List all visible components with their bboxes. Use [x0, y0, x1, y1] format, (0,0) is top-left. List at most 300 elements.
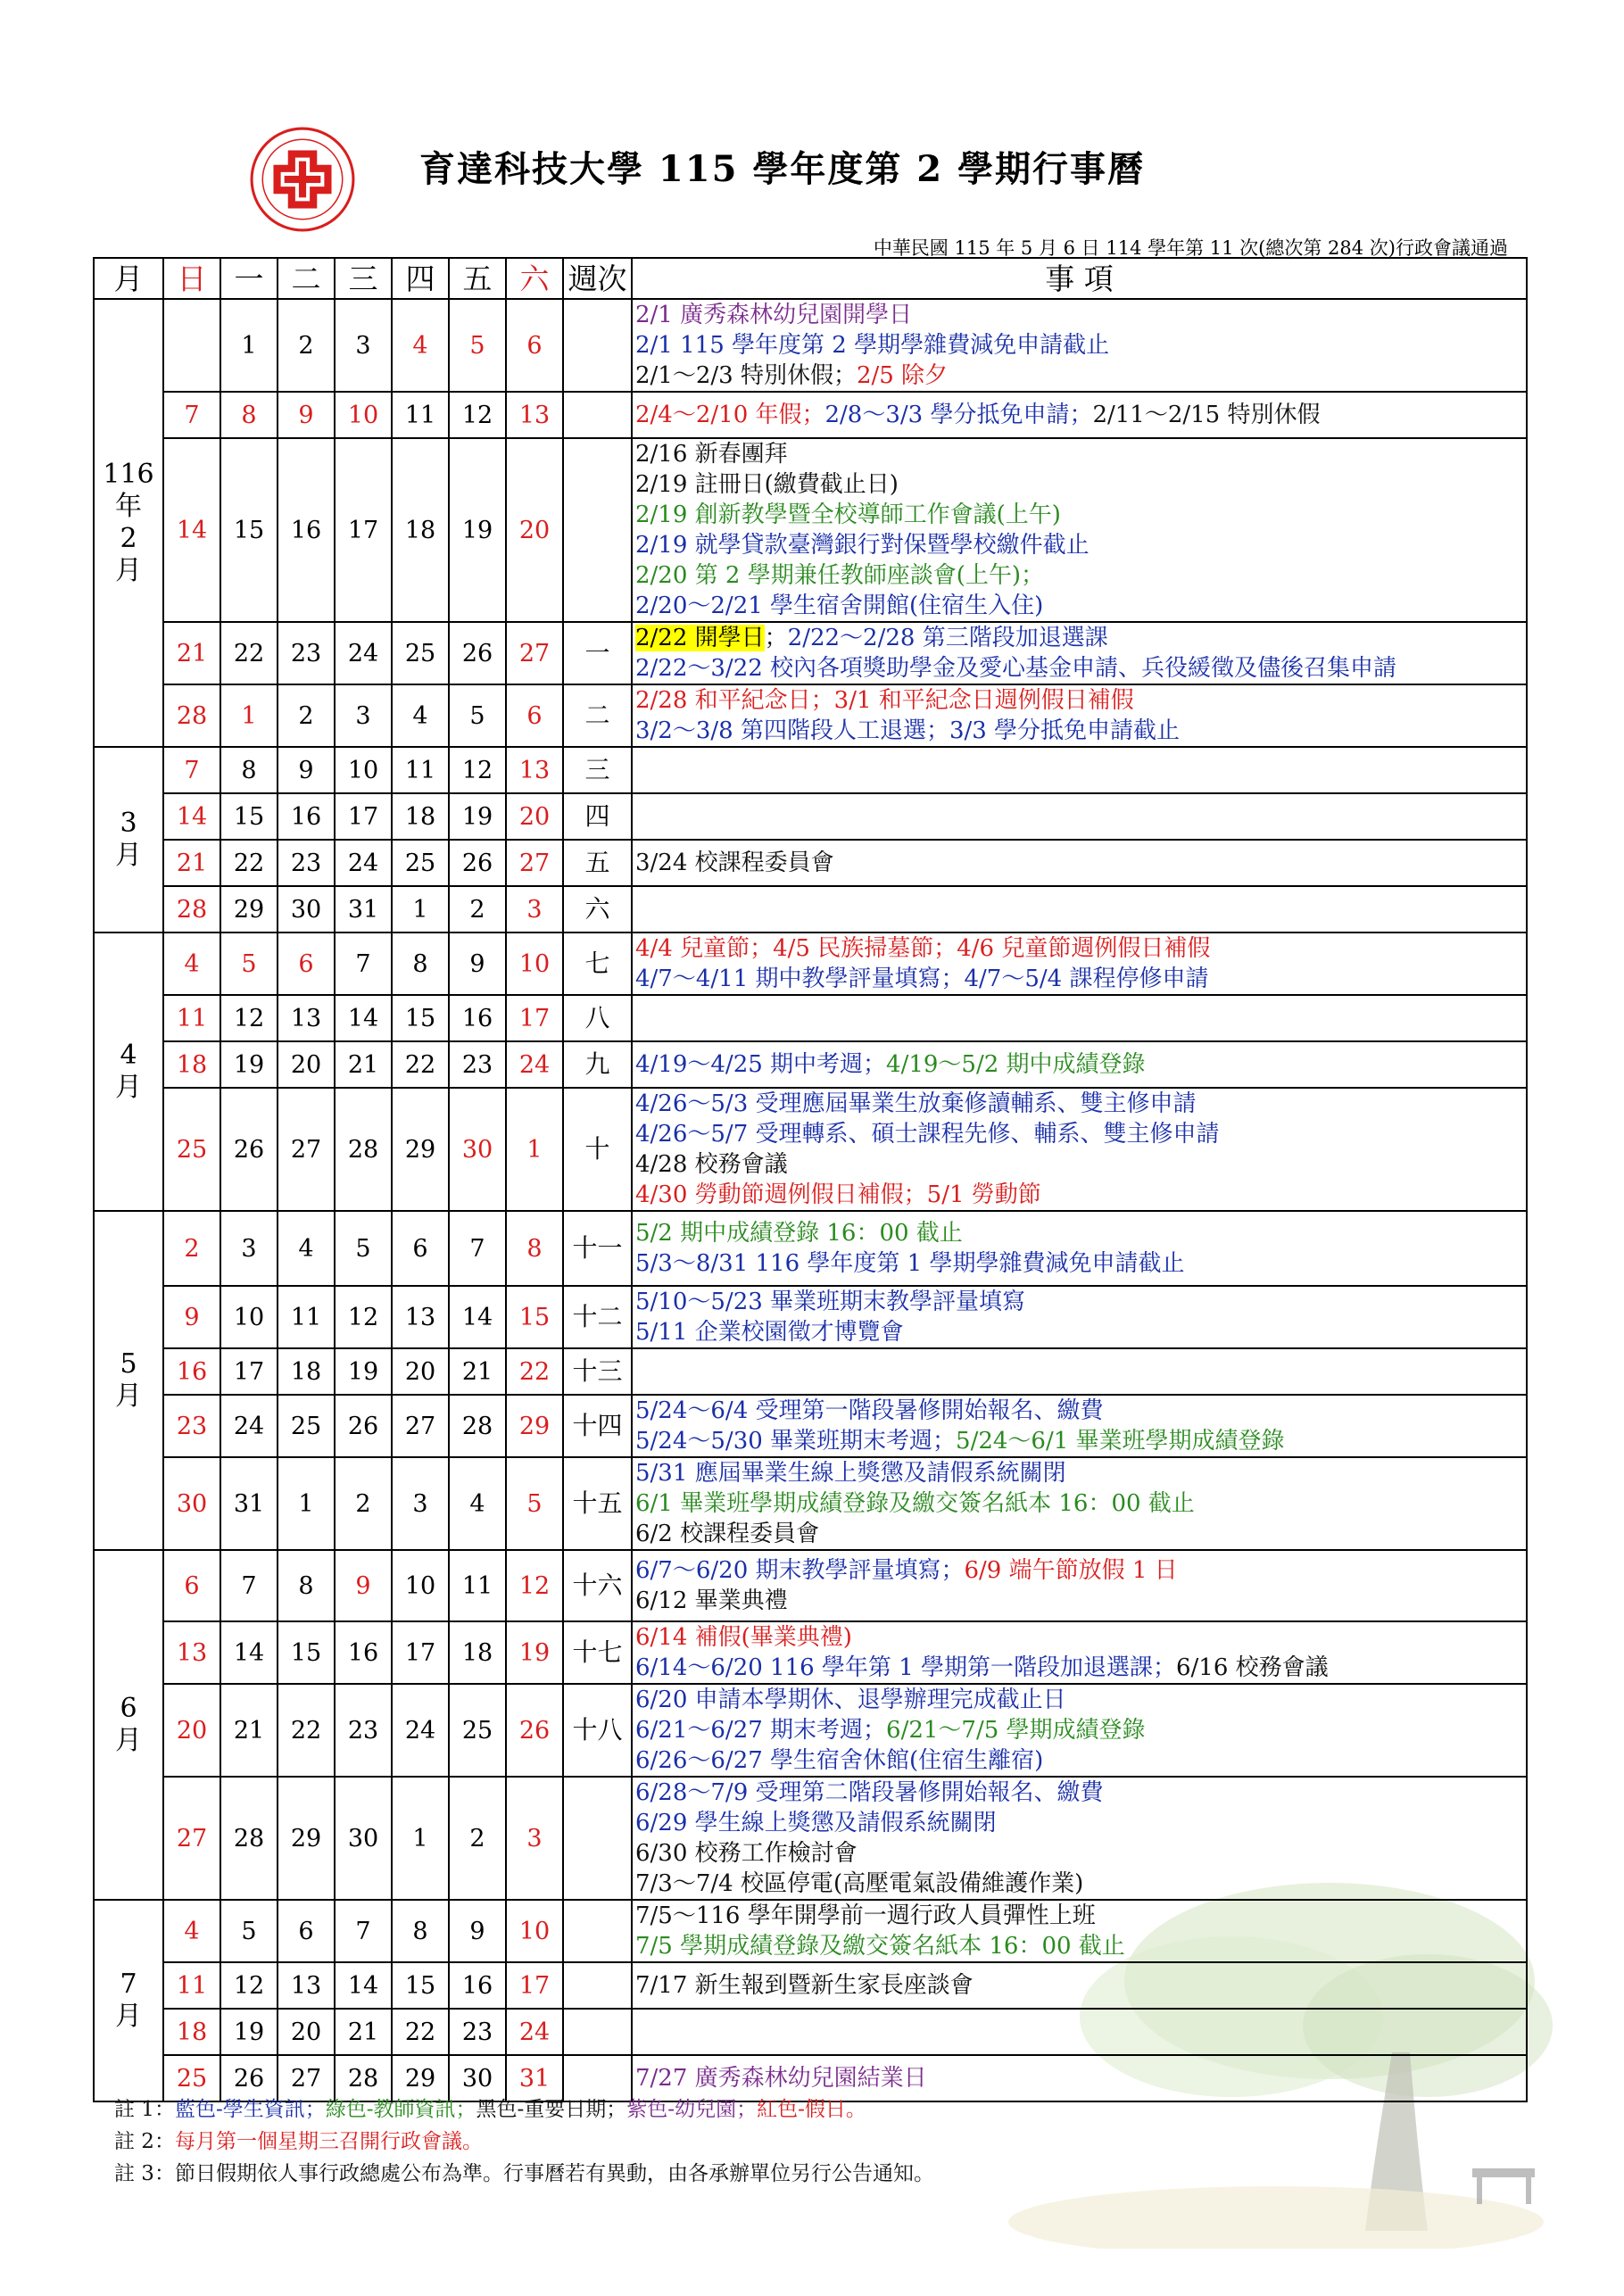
day-cell: 20: [506, 793, 563, 840]
table-row: [94, 1777, 1527, 1900]
table-row: [94, 1900, 1527, 1962]
day-cell: 22: [220, 840, 278, 886]
table-row: [94, 793, 1527, 840]
event-line: [635, 1586, 1526, 1616]
week-cell: 五: [563, 840, 632, 886]
day-cell: 25: [278, 1395, 335, 1457]
event-text: 5/2 期中成績登錄 16：00 截止: [635, 1220, 963, 1247]
event-line: [635, 300, 1526, 330]
event-line: [635, 1838, 1526, 1869]
table-row: [94, 2009, 1527, 2055]
day-cell: 27: [278, 1088, 335, 1211]
day-cell: 30: [449, 2055, 506, 2101]
event-text: 5/10～5/23 畢業班期末教學評量填寫: [635, 1289, 1026, 1315]
week-cell: 十八: [563, 1684, 632, 1777]
month-label: 5 月: [115, 1348, 142, 1412]
day-cell: 6: [278, 932, 335, 995]
header-cell: 五: [449, 258, 506, 299]
event-line: [635, 1555, 1526, 1586]
day-cell: 4: [163, 1900, 220, 1962]
event-line: [635, 560, 1526, 591]
day-cell: 27: [506, 622, 563, 684]
day-cell: 26: [220, 2055, 278, 2101]
event-line: [635, 1180, 1526, 1210]
day-cell: 4: [449, 1457, 506, 1550]
table-row: [94, 1395, 1527, 1457]
page-title: 育達科技大學 115 學年度第 2 學期行事曆: [419, 148, 1146, 190]
day-cell: 21: [335, 1041, 392, 1088]
day-cell: 24: [220, 1395, 278, 1457]
week-cell: [563, 2009, 632, 2055]
day-cell: 24: [335, 622, 392, 684]
table-row: [94, 684, 1527, 747]
day-cell: 30: [278, 886, 335, 932]
day-cell: 14: [335, 995, 392, 1041]
day-cell: 18: [392, 438, 449, 622]
day-cell: 16: [163, 1348, 220, 1395]
event-text: 2/22～2/28 第三階段加退選課: [787, 625, 1108, 651]
day-cell: 11: [449, 1550, 506, 1621]
day-cell: 23: [278, 622, 335, 684]
day-cell: 25: [392, 840, 449, 886]
day-cell: 18: [163, 2009, 220, 2055]
events-cell: [632, 1348, 1527, 1395]
event-text: 4/7～4/11 期中教學評量填寫；4/7～5/4 課程停修申請: [635, 966, 1209, 992]
header-cell: 週次: [563, 258, 632, 299]
day-cell: 18: [163, 1041, 220, 1088]
table-row: [94, 747, 1527, 793]
day-cell: 26: [449, 622, 506, 684]
header-cell: 四: [392, 258, 449, 299]
day-cell: 21: [220, 1684, 278, 1777]
event-text: 6/7～6/20 期末教學評量填寫；: [635, 1557, 965, 1584]
day-cell: 17: [506, 995, 563, 1041]
events-cell: [632, 840, 1527, 886]
day-cell: 24: [392, 1684, 449, 1777]
day-cell: 5: [506, 1457, 563, 1550]
event-text: 黑色-重要日期；: [476, 2098, 627, 2121]
day-cell: 7: [449, 1211, 506, 1286]
header-cell: 三: [335, 258, 392, 299]
day-cell: 29: [392, 1088, 449, 1211]
day-cell: 5: [449, 299, 506, 392]
day-cell: 22: [278, 1684, 335, 1777]
day-cell: 25: [392, 622, 449, 684]
footnote-line: [114, 2158, 934, 2190]
week-cell: 十四: [563, 1395, 632, 1457]
events-cell: [632, 1684, 1527, 1777]
day-cell: 19: [220, 1041, 278, 1088]
week-cell: 十六: [563, 1550, 632, 1621]
event-text: 2/11～2/15 特別休假: [1092, 402, 1321, 428]
day-cell: 23: [335, 1684, 392, 1777]
event-line: [635, 439, 1526, 469]
event-text: 6/9 端午節放假 1 日: [964, 1557, 1178, 1584]
week-cell: 八: [563, 995, 632, 1041]
day-cell: 23: [163, 1395, 220, 1457]
day-cell: 11: [278, 1286, 335, 1348]
events-cell: [632, 392, 1527, 438]
day-cell: 14: [335, 1962, 392, 2009]
day-cell: 9: [278, 747, 335, 793]
table-row: [94, 932, 1527, 995]
day-cell: 7: [335, 932, 392, 995]
day-cell: 2: [163, 1211, 220, 1286]
day-cell: 14: [449, 1286, 506, 1348]
day-cell: 20: [392, 1348, 449, 1395]
day-cell: 10: [506, 932, 563, 995]
event-line: [635, 1396, 1526, 1426]
header-cell: 二: [278, 258, 335, 299]
event-text: 6/20 申請本學期休、退學辦理完成截止日: [635, 1687, 1066, 1713]
event-line: [635, 1089, 1526, 1119]
event-text: 4/4 兒童節；4/5 民族掃墓節；4/6 兒童節週例假日補假: [635, 935, 1211, 962]
day-cell: 22: [392, 1041, 449, 1088]
day-cell: 10: [392, 1550, 449, 1621]
event-line: [635, 1248, 1526, 1279]
day-cell: 15: [506, 1286, 563, 1348]
event-text: 4/26～5/7 受理轉系、碩士課程先修、輔系、雙主修申請: [635, 1121, 1220, 1148]
week-cell: 十五: [563, 1457, 632, 1550]
event-line: [635, 330, 1526, 361]
events-cell: [632, 932, 1527, 995]
day-cell: 22: [392, 2009, 449, 2055]
day-cell: 26: [335, 1395, 392, 1457]
event-text: 3/2～3/8 第四階段人工退選；3/3 學分抵免申請截止: [635, 717, 1181, 744]
week-cell: 四: [563, 793, 632, 840]
event-line: [635, 2063, 1526, 2093]
day-cell: 2: [278, 299, 335, 392]
event-line: [635, 1317, 1526, 1347]
event-text: 6/12 畢業典禮: [635, 1587, 788, 1614]
day-cell: 5: [449, 684, 506, 747]
footnotes: [114, 2093, 934, 2190]
day-cell: 24: [335, 840, 392, 886]
day-cell: 3: [506, 1777, 563, 1900]
table-row: [94, 1286, 1527, 1348]
day-cell: 23: [278, 840, 335, 886]
day-cell: 20: [278, 2009, 335, 2055]
day-cell: 12: [220, 995, 278, 1041]
events-cell: [632, 1041, 1527, 1088]
table-row: [94, 1684, 1527, 1777]
table-row: [94, 392, 1527, 438]
week-cell: 二: [563, 684, 632, 747]
event-line: [635, 685, 1526, 716]
events-cell: [632, 1211, 1527, 1286]
event-text: ；: [764, 625, 788, 651]
day-cell: 31: [506, 2055, 563, 2101]
header-cell: 六: [506, 258, 563, 299]
day-cell: 17: [392, 1621, 449, 1684]
event-text: 2/19 就學貸款臺灣銀行對保暨學校繳件截止: [635, 532, 1090, 559]
event-text: 註 1：: [114, 2098, 175, 2121]
day-cell: 21: [335, 2009, 392, 2055]
table-row: [94, 1457, 1527, 1550]
events-cell: [632, 793, 1527, 840]
day-cell: 9: [449, 932, 506, 995]
event-text: 6/1 畢業班學期成績登錄及繳交簽名紙本 16：00 截止: [635, 1490, 1195, 1517]
events-cell: [632, 1286, 1527, 1348]
day-cell: 19: [220, 2009, 278, 2055]
event-text: 6/30 校務工作檢討會: [635, 1840, 858, 1867]
event-text: 4/19～5/2 期中成績登錄: [886, 1051, 1146, 1078]
event-text: 每月第一個星期三召開行政會議。: [174, 2130, 483, 2153]
day-cell: 6: [506, 299, 563, 392]
event-text: 6/14～6/20 116 學年第 1 學期第一階段加退選課；: [635, 1654, 1176, 1681]
day-cell: 27: [278, 2055, 335, 2101]
events-cell: [632, 1550, 1527, 1621]
week-cell: [563, 438, 632, 622]
week-cell: 十二: [563, 1286, 632, 1348]
day-cell: 9: [163, 1286, 220, 1348]
day-cell: 12: [220, 1962, 278, 2009]
day-cell: 20: [163, 1684, 220, 1777]
event-text: 2/22～3/22 校內各項獎助學金及愛心基金申請、兵役緩徵及儘後召集申請: [635, 655, 1397, 682]
event-text: 2/1～2/3 特別休假；: [635, 362, 857, 389]
month-cell: [94, 1211, 163, 1550]
week-cell: [563, 299, 632, 392]
header-cell: 日: [163, 258, 220, 299]
day-cell: 25: [163, 1088, 220, 1211]
day-cell: 17: [335, 793, 392, 840]
event-line: [635, 1901, 1526, 1931]
day-cell: 5: [335, 1211, 392, 1286]
week-cell: [563, 1777, 632, 1900]
approval-note: 中華民國 115 年 5 月 6 日 114 學年第 11 次(總次第 284 次)行政會議通過: [873, 237, 1508, 259]
day-cell: 9: [278, 392, 335, 438]
events-cell: [632, 995, 1527, 1041]
event-text: 4/30 勞動節週例假日補假；5/1 勞動節: [635, 1181, 1041, 1208]
event-line: [635, 1715, 1526, 1745]
event-text: 2/1 115 學年度第 2 學期學雜費減免申請截止: [635, 332, 1110, 359]
table-row: [94, 1211, 1527, 1286]
day-cell: 18: [278, 1348, 335, 1395]
event-line: [635, 933, 1526, 964]
event-text: 5/24～5/30 畢業班期末考週；: [635, 1428, 957, 1455]
day-cell: 26: [506, 1684, 563, 1777]
day-cell: 2: [449, 886, 506, 932]
events-cell: [632, 1088, 1527, 1211]
day-cell: 29: [392, 2055, 449, 2101]
day-cell: 7: [220, 1550, 278, 1621]
table-row: [94, 438, 1527, 622]
day-cell: 13: [392, 1286, 449, 1348]
day-cell: 20: [506, 438, 563, 622]
header-cell: 月: [94, 258, 163, 299]
events-cell: [632, 2009, 1527, 2055]
event-text: 6/21～6/27 期末考週；: [635, 1717, 887, 1744]
day-cell: 10: [335, 747, 392, 793]
event-text: 7/17 新生報到暨新生家長座談會: [635, 1972, 974, 1999]
day-cell: 1: [278, 1457, 335, 1550]
event-line: [635, 1622, 1526, 1653]
footnote-line: [114, 2093, 934, 2126]
day-cell: 16: [449, 1962, 506, 2009]
event-line: [635, 1149, 1526, 1180]
event-line: [635, 1778, 1526, 1808]
table-row: [94, 1621, 1527, 1684]
event-text: 7/27 廣秀森林幼兒園結業日: [635, 2065, 927, 2092]
header-cell: 一: [220, 258, 278, 299]
day-cell: 5: [220, 1900, 278, 1962]
week-cell: [563, 1900, 632, 1962]
week-cell: 十一: [563, 1211, 632, 1286]
day-cell: 28: [220, 1777, 278, 1900]
day-cell: 14: [220, 1621, 278, 1684]
event-line: [635, 530, 1526, 560]
table-row: [94, 1088, 1527, 1211]
event-line: [635, 1049, 1526, 1080]
day-cell: 19: [449, 793, 506, 840]
day-cell: 6: [392, 1211, 449, 1286]
event-text: 4/28 校務會議: [635, 1151, 788, 1178]
day-cell: 17: [506, 1962, 563, 2009]
month-label: 4 月: [115, 1040, 142, 1103]
day-cell: 19: [449, 438, 506, 622]
day-cell: 21: [163, 840, 220, 886]
day-cell: 20: [278, 1041, 335, 1088]
event-line: [635, 1685, 1526, 1715]
day-cell: 13: [278, 1962, 335, 2009]
day-cell: 29: [220, 886, 278, 932]
day-cell: 24: [506, 1041, 563, 1088]
events-cell: [632, 1777, 1527, 1900]
day-cell: 13: [506, 747, 563, 793]
events-cell: [632, 1621, 1527, 1684]
day-cell: 15: [220, 438, 278, 622]
day-cell: 2: [278, 684, 335, 747]
day-cell: 8: [220, 747, 278, 793]
event-text: 6/2 校課程委員會: [635, 1521, 820, 1547]
event-text: 2/8～3/3 學分抵免申請；: [824, 402, 1093, 428]
event-line: [635, 1119, 1526, 1149]
day-cell: 14: [163, 438, 220, 622]
event-text: 藍色-學生資訊；: [174, 2098, 326, 2121]
day-cell: 18: [392, 793, 449, 840]
event-text: 3/24 校課程委員會: [635, 850, 834, 876]
event-text: 5/31 應屆畢業生線上獎懲及請假系統關閉: [635, 1460, 1066, 1487]
day-cell: 24: [506, 2009, 563, 2055]
day-cell: 1: [220, 684, 278, 747]
event-line: [635, 1287, 1526, 1317]
day-cell: 22: [506, 1348, 563, 1395]
day-cell: 28: [163, 684, 220, 747]
event-line: [635, 716, 1526, 746]
event-text: 7/5～116 學年開學前一週行政人員彈性上班: [635, 1902, 1096, 1929]
table-row: [94, 1041, 1527, 1088]
table-row: [94, 1962, 1527, 2009]
event-text: 2/5 除夕: [856, 362, 949, 389]
day-cell: 7: [335, 1900, 392, 1962]
day-cell: 29: [506, 1395, 563, 1457]
month-label: 116 年 2 月: [103, 459, 154, 586]
day-cell: 23: [449, 1041, 506, 1088]
day-cell: 3: [506, 886, 563, 932]
table-row: [94, 886, 1527, 932]
event-line: [635, 1869, 1526, 1899]
week-cell: [563, 1962, 632, 2009]
day-cell: 1: [392, 886, 449, 932]
event-text: 5/24～6/4 受理第一階段暑修開始報名、繳費: [635, 1397, 1104, 1424]
event-line: [635, 1519, 1526, 1549]
event-line: [635, 1218, 1526, 1248]
day-cell: 15: [392, 995, 449, 1041]
event-text: 7/5 學期成績登錄及繳交簽名紙本 16：00 截止: [635, 1933, 1125, 1960]
day-cell: 19: [506, 1621, 563, 1684]
table-row: [94, 840, 1527, 886]
event-text: 5/11 企業校園徵才博覽會: [635, 1319, 904, 1346]
event-text: 2/16 新春團拜: [635, 441, 788, 468]
day-cell: 15: [278, 1621, 335, 1684]
day-cell: 16: [278, 793, 335, 840]
events-cell: [632, 1457, 1527, 1550]
day-cell: 26: [449, 840, 506, 886]
day-cell: 21: [163, 622, 220, 684]
day-cell: 28: [163, 886, 220, 932]
day-cell: 11: [163, 995, 220, 1041]
events-cell: [632, 1962, 1527, 2009]
week-cell: 十三: [563, 1348, 632, 1395]
day-cell: 8: [392, 932, 449, 995]
month-label: 3 月: [115, 808, 142, 871]
event-line: [635, 500, 1526, 530]
day-cell: 4: [392, 684, 449, 747]
day-cell: 5: [220, 932, 278, 995]
day-cell: 4: [163, 932, 220, 995]
events-cell: [632, 684, 1527, 747]
day-cell: 1: [220, 299, 278, 392]
day-cell: 13: [278, 995, 335, 1041]
day-cell: 10: [335, 392, 392, 438]
day-cell: 15: [220, 793, 278, 840]
day-cell: 16: [449, 995, 506, 1041]
events-cell: [632, 886, 1527, 932]
event-line: [635, 1458, 1526, 1488]
day-cell: 9: [449, 1900, 506, 1962]
day-cell: 12: [506, 1550, 563, 1621]
week-cell: [563, 392, 632, 438]
event-text: 2/1 廣秀森林幼兒園開學日: [635, 302, 913, 328]
day-cell: 1: [392, 1777, 449, 1900]
event-text: 2/20～2/21 學生宿舍開館(住宿生入住): [635, 593, 1044, 619]
event-text: 7/3～7/4 校區停電(高壓電氣設備維護作業): [635, 1870, 1084, 1897]
day-cell: 22: [220, 622, 278, 684]
event-line: [635, 1488, 1526, 1519]
day-cell: 16: [335, 1621, 392, 1684]
month-cell: [94, 299, 163, 747]
day-cell: 13: [163, 1621, 220, 1684]
day-cell: 12: [449, 747, 506, 793]
event-text: 4/26～5/3 受理應屆畢業生放棄修讀輔系、雙主修申請: [635, 1090, 1197, 1117]
events-cell: [632, 1395, 1527, 1457]
day-cell: 27: [392, 1395, 449, 1457]
event-line: [635, 1931, 1526, 1961]
day-cell: 29: [278, 1777, 335, 1900]
day-cell: 10: [506, 1900, 563, 1962]
events-cell: [632, 622, 1527, 684]
event-line: [635, 1745, 1526, 1776]
week-cell: 六: [563, 886, 632, 932]
day-cell: 10: [220, 1286, 278, 1348]
event-text: 2/28 和平紀念日；3/1 和平紀念日週例假日補假: [635, 687, 1134, 714]
day-cell: 8: [278, 1550, 335, 1621]
day-cell: 7: [163, 392, 220, 438]
day-cell: 12: [449, 392, 506, 438]
university-logo: [248, 125, 357, 234]
day-cell: 4: [278, 1211, 335, 1286]
day-cell: 3: [335, 299, 392, 392]
